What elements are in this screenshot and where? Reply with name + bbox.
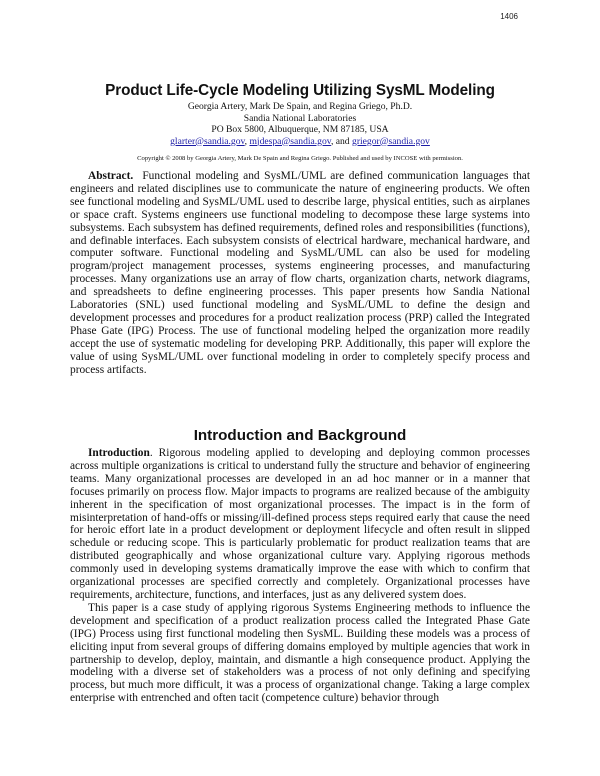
paper-title: Product Life-Cycle Modeling Utilizing SysML Modeling: [105, 82, 495, 99]
abstract-text: Functional modeling and SysML/UML are defined communication languages that engineers and related disciplines use to communicate the nature of engineering products. We often see functional modeling and SysML/UML used to describe large, physical entities, such as airplanes or space craft. Systems engineers use functional modeling to decompose these large systems into subsystems. Each subsystem has defined requirements, defined roles and responsibilities (functions), and definable interfaces. Each subsystem consists of electrical hardware, mechanical hardware, and computer software. Functional modeling and SysML/UML can also be used for modeling program/project management processes, systems engineering processes, and manufacturing processes. Many organizations use an array of flow charts, organization charts, network diagrams, and spreadsheets to define engineering processes. This paper presents how Sandia National Laboratories (SNL) used functional modeling and SysML/UML to define the design and development processes and procedures for a product realization process (PRP) called the Integrated Phase Gate (IPG) Process. The use of functional modeling helped the organization more readily accept the use of systematic modeling for developing PRP. Additionally, this paper will explore the value of using SysML/UML over functional modeling in order to completely specify process and process artifacts.: [70, 170, 531, 376]
affiliation: Sandia National Laboratories: [243, 112, 357, 124]
section-heading: Introduction and Background: [193, 427, 407, 444]
abstract: [70, 170, 530, 377]
introduction-body: [70, 447, 530, 705]
author-emails: [0, 136, 600, 148]
copyright-notice: Copyright © 2008 by Georgia Artery, Mark De Spain and Regina Griego. Published and used by INCOSE with permission.: [137, 155, 463, 162]
authors: Georgia Artery, Mark De Spain, and Regina Griego, Ph.D.: [187, 101, 413, 112]
email-separator: ,: [244, 135, 250, 147]
intro-paragraph-2: This paper is a case study of applying rigorous Systems Engineering methods to influence the development and specification of a product realization process called the Integrated Phase Gate (IPG) Process using first functional modeling then SysML. Building these models was a process of eliciting input from several groups of differing domains employed by multiple agencies that work in partnership to develop, deploy, maintain, and dismantle a high consequence product. Applying the modeling with a diverse set of stakeholders was a process of not only defining and specifying process, but much more difficult, it was a process of organizational change. Taking a large complex enterprise with entrenched and often tacit (competence culture) behavior through: [70, 601, 530, 705]
email-separator: , and: [330, 135, 353, 147]
intro-paragraph-1: . Rigorous modeling applied to developing and deploying common processes across multiple organizations is critical to understand fully the structure and behavior of engineering teams. Many organizational processes are developed in an ad hoc manner or in a manner that focuses primarily on process flow. Major impacts to programs are realized because of the ambiguity inherent in the specification of most organizational processes. The impact is in the form of misinterpretation of hand-offs or missing/ill-defined process steps required early that cause the need for heroic effort late in a product development or deployment lifecycle and often result in slipped schedule or reducing scope. This is particularly problematic for product realization teams that are distributed geographically and whose organizational culture vary. Applying rigorous methods commonly used in developing systems dramatically improve the ease with which to confirm that organizational processes are specified correctly and completely. Organizational processes have requirements, architecture, functions, and interfaces, just as any delivered system does.: [70, 447, 530, 601]
page-number: 1406: [500, 12, 518, 21]
email-link-despain[interactable]: mjdespa@sandia.gov: [249, 135, 331, 147]
abstract-label: Abstract.: [88, 170, 134, 182]
email-link-griego[interactable]: griegor@sandia.gov: [352, 135, 430, 147]
email-link-artery[interactable]: glarter@sandia.gov: [170, 135, 245, 147]
introduction-label: Introduction: [88, 447, 150, 459]
address: PO Box 5800, Albuquerque, NM 87185, USA: [211, 124, 389, 135]
